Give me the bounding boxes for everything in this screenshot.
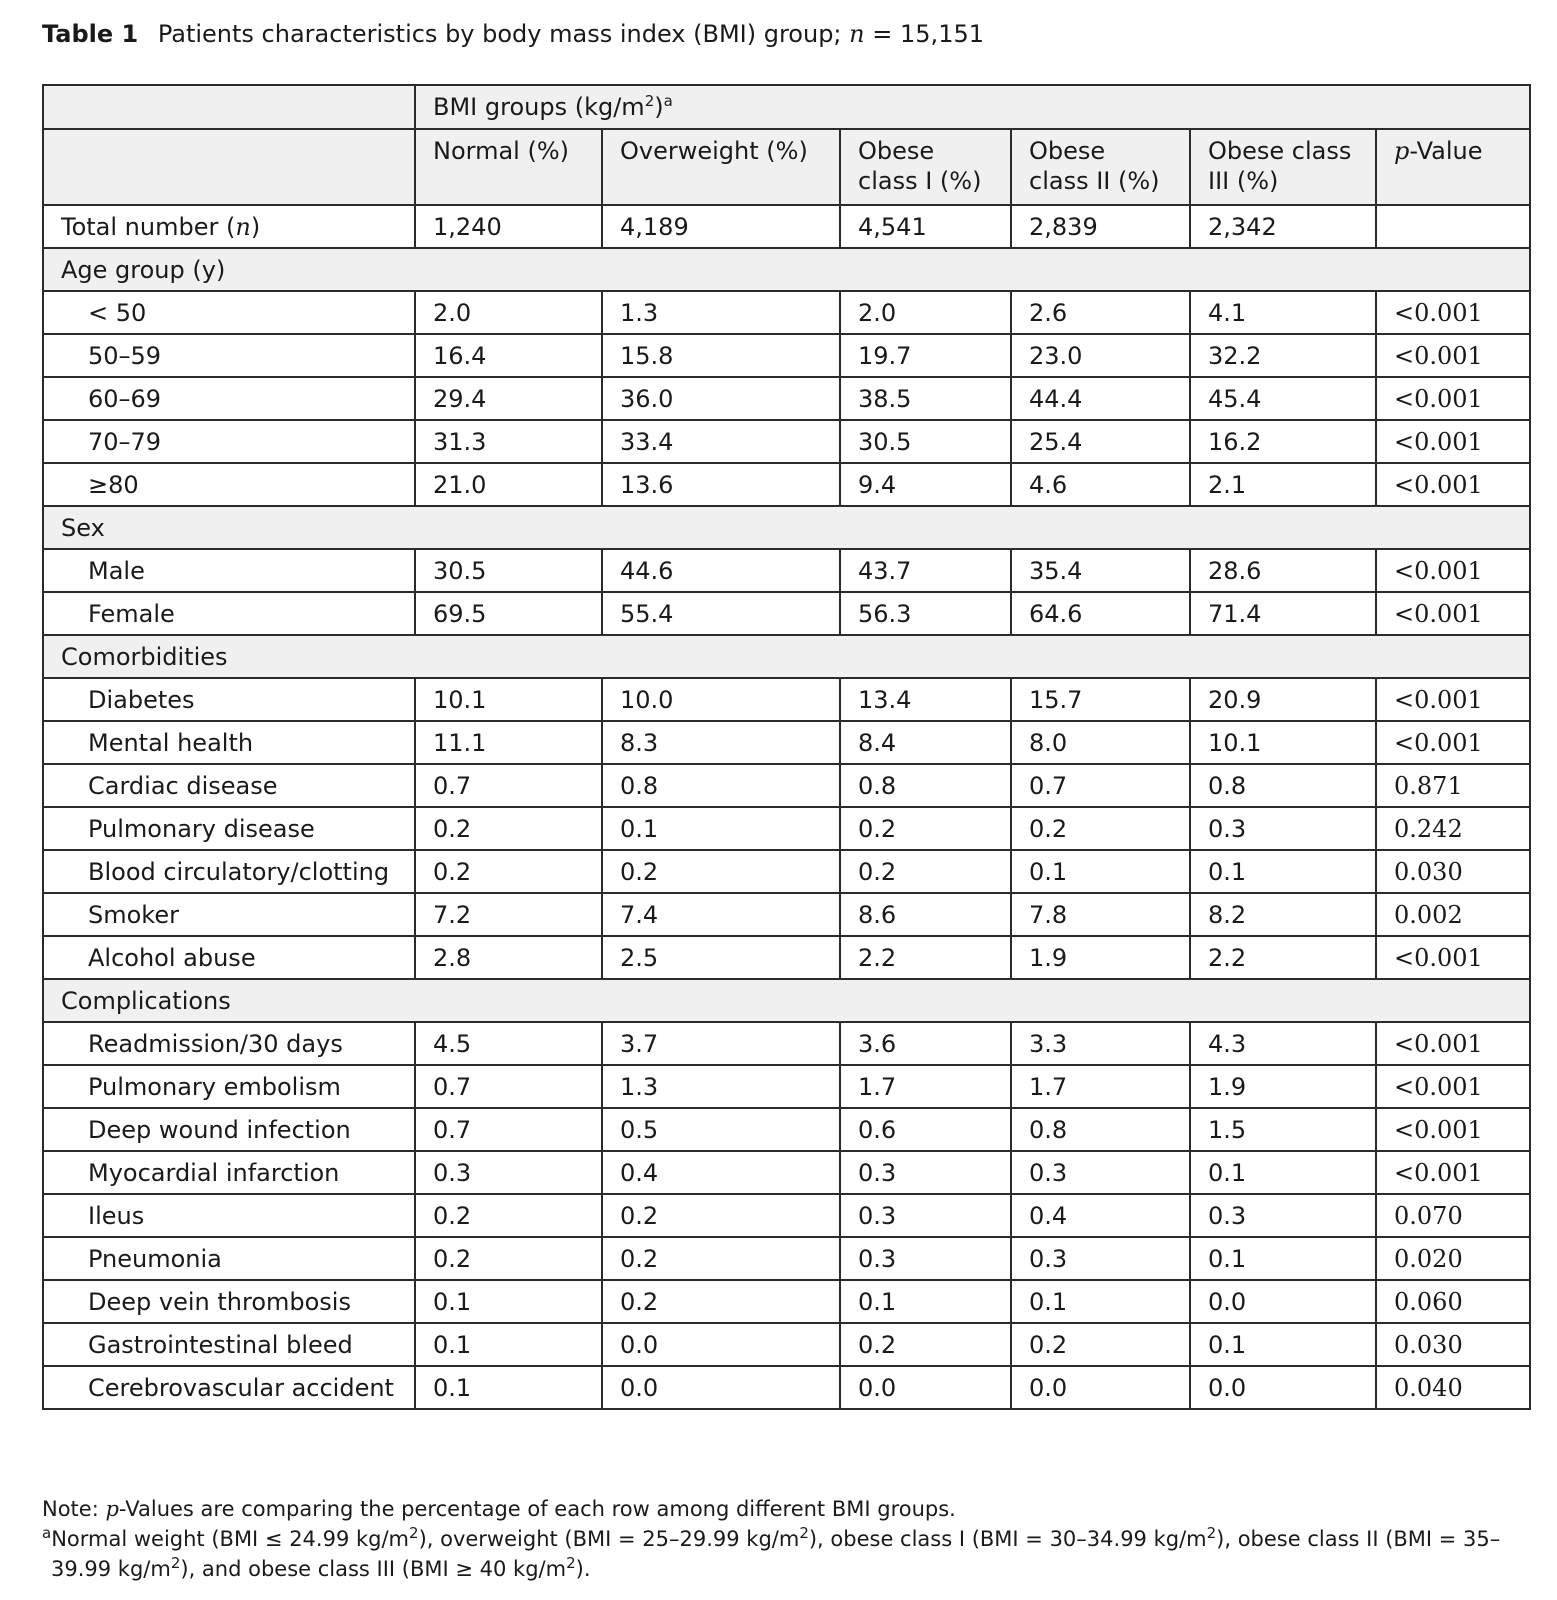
value-cell: 13.4: [840, 678, 1011, 721]
caption-text: Patients characteristics by body mass index (BMI) group;: [157, 20, 842, 48]
header-row-columns: [43, 129, 1530, 205]
value-cell: 69.5: [415, 592, 602, 635]
pvalue-cell: 0.002: [1376, 893, 1530, 936]
total-value: 2,342: [1190, 205, 1376, 248]
value-cell: 44.6: [602, 549, 840, 592]
table-row: [43, 764, 1530, 807]
value-cell: 31.3: [415, 420, 602, 463]
value-cell: 0.7: [415, 1108, 602, 1151]
section-title: Sex: [43, 506, 1530, 549]
value-cell: 0.0: [602, 1323, 840, 1366]
value-cell: 7.2: [415, 893, 602, 936]
caption-n-value: = 15,151: [872, 20, 984, 48]
row-label: Diabetes: [43, 678, 415, 721]
value-cell: 33.4: [602, 420, 840, 463]
value-cell: 43.7: [840, 549, 1011, 592]
value-cell: 45.4: [1190, 377, 1376, 420]
value-cell: 0.2: [1011, 1323, 1190, 1366]
value-cell: 0.1: [840, 1280, 1011, 1323]
value-cell: 32.2: [1190, 334, 1376, 377]
table-caption: [42, 20, 984, 48]
value-cell: 71.4: [1190, 592, 1376, 635]
table-row: [43, 1366, 1530, 1409]
value-cell: 0.4: [602, 1151, 840, 1194]
value-cell: 0.0: [602, 1366, 840, 1409]
value-cell: 0.5: [602, 1108, 840, 1151]
row-label: < 50: [43, 291, 415, 334]
pvalue-cell: <0.001: [1376, 377, 1530, 420]
table-row: [43, 678, 1530, 721]
value-cell: 0.3: [840, 1194, 1011, 1237]
caption-n-var: n: [849, 20, 865, 48]
value-cell: 55.4: [602, 592, 840, 635]
value-cell: 0.0: [1011, 1366, 1190, 1409]
value-cell: 1.9: [1011, 936, 1190, 979]
value-cell: 2.0: [840, 291, 1011, 334]
value-cell: 0.7: [415, 764, 602, 807]
pvalue-cell: 0.030: [1376, 1323, 1530, 1366]
value-cell: 44.4: [1011, 377, 1190, 420]
value-cell: 0.1: [1011, 1280, 1190, 1323]
value-cell: 8.3: [602, 721, 840, 764]
pvalue-cell: <0.001: [1376, 1022, 1530, 1065]
value-cell: 56.3: [840, 592, 1011, 635]
value-cell: 21.0: [415, 463, 602, 506]
value-cell: 0.1: [1190, 1151, 1376, 1194]
table-row: [43, 1022, 1530, 1065]
value-cell: 10.0: [602, 678, 840, 721]
value-cell: 0.0: [840, 1366, 1011, 1409]
value-cell: 0.8: [602, 764, 840, 807]
pvalue-cell: <0.001: [1376, 463, 1530, 506]
value-cell: 3.6: [840, 1022, 1011, 1065]
total-pvalue-empty: [1376, 205, 1530, 248]
value-cell: 10.1: [415, 678, 602, 721]
row-label: Female: [43, 592, 415, 635]
pvalue-cell: 0.020: [1376, 1237, 1530, 1280]
value-cell: 7.8: [1011, 893, 1190, 936]
value-cell: 2.6: [1011, 291, 1190, 334]
table-row: [43, 549, 1530, 592]
value-cell: 0.2: [415, 1237, 602, 1280]
value-cell: 13.6: [602, 463, 840, 506]
value-cell: 0.1: [1190, 1237, 1376, 1280]
value-cell: 0.1: [1011, 850, 1190, 893]
pvalue-cell: 0.871: [1376, 764, 1530, 807]
value-cell: 0.3: [840, 1237, 1011, 1280]
table-row: [43, 936, 1530, 979]
pvalue-cell: <0.001: [1376, 334, 1530, 377]
value-cell: 8.6: [840, 893, 1011, 936]
value-cell: 0.1: [415, 1280, 602, 1323]
value-cell: 29.4: [415, 377, 602, 420]
value-cell: 0.1: [415, 1323, 602, 1366]
value-cell: 4.3: [1190, 1022, 1376, 1065]
table-row: [43, 420, 1530, 463]
pvalue-cell: <0.001: [1376, 420, 1530, 463]
pvalue-cell: <0.001: [1376, 592, 1530, 635]
table-notes: [42, 1494, 1532, 1584]
value-cell: 4.6: [1011, 463, 1190, 506]
table-row: [43, 1237, 1530, 1280]
value-cell: 1.7: [1011, 1065, 1190, 1108]
value-cell: 19.7: [840, 334, 1011, 377]
total-value: 1,240: [415, 205, 602, 248]
table-row: [43, 1280, 1530, 1323]
value-cell: 0.8: [1190, 764, 1376, 807]
value-cell: 0.2: [602, 850, 840, 893]
value-cell: 0.2: [602, 1280, 840, 1323]
table-row: [43, 1323, 1530, 1366]
table-row: [43, 592, 1530, 635]
value-cell: 2.8: [415, 936, 602, 979]
row-label: Male: [43, 549, 415, 592]
value-cell: 3.7: [602, 1022, 840, 1065]
value-cell: 0.3: [840, 1151, 1011, 1194]
value-cell: 0.1: [1190, 850, 1376, 893]
col-header-overweight: Overweight (%): [602, 129, 840, 205]
value-cell: 0.2: [840, 1323, 1011, 1366]
value-cell: 4.1: [1190, 291, 1376, 334]
row-label: ≥80: [43, 463, 415, 506]
value-cell: 0.1: [602, 807, 840, 850]
value-cell: 1.3: [602, 291, 840, 334]
section-header-row: [43, 506, 1530, 549]
value-cell: 30.5: [415, 549, 602, 592]
total-label: Total number (n): [43, 205, 415, 248]
value-cell: 0.2: [840, 807, 1011, 850]
pvalue-cell: <0.001: [1376, 721, 1530, 764]
pvalue-cell: 0.060: [1376, 1280, 1530, 1323]
table-row: [43, 893, 1530, 936]
pvalue-cell: <0.001: [1376, 1065, 1530, 1108]
header-blank-cell: [43, 129, 415, 205]
value-cell: 1.5: [1190, 1108, 1376, 1151]
value-cell: 0.0: [1190, 1280, 1376, 1323]
value-cell: 0.6: [840, 1108, 1011, 1151]
pvalue-cell: <0.001: [1376, 549, 1530, 592]
table-row: [43, 291, 1530, 334]
value-cell: 30.5: [840, 420, 1011, 463]
value-cell: 15.7: [1011, 678, 1190, 721]
value-cell: 9.4: [840, 463, 1011, 506]
row-label: Pulmonary embolism: [43, 1065, 415, 1108]
col-header-normal: Normal (%): [415, 129, 602, 205]
row-label: 60–69: [43, 377, 415, 420]
value-cell: 25.4: [1011, 420, 1190, 463]
bmi-characteristics-table: [42, 84, 1531, 1410]
value-cell: 2.1: [1190, 463, 1376, 506]
table-row: [43, 807, 1530, 850]
value-cell: 0.3: [1011, 1151, 1190, 1194]
value-cell: 0.3: [1190, 1194, 1376, 1237]
row-label: Blood circulatory/clotting: [43, 850, 415, 893]
value-cell: 0.7: [1011, 764, 1190, 807]
footnote-a: $^a$Normal weight (BMI ≤ 24.99 $kg/m^2$), overweight (BMI = 25–29.99 $kg/m^2$), obese class I (BMI = 30–34.99 $kg/m^2$), obese class II (BMI = 35–39.99 $kg/m^2$), and obese class III (BMI ≥ 40 $kg/m^2$).: [42, 1524, 1501, 1581]
value-cell: 11.1: [415, 721, 602, 764]
value-cell: 28.6: [1190, 549, 1376, 592]
value-cell: 64.6: [1011, 592, 1190, 635]
row-label: Readmission/30 days: [43, 1022, 415, 1065]
table-row: [43, 377, 1530, 420]
table-row: [43, 721, 1530, 764]
row-label: Gastrointestinal bleed: [43, 1323, 415, 1366]
value-cell: 0.2: [602, 1237, 840, 1280]
table-row: [43, 1108, 1530, 1151]
col-header-pvalue: p-Value: [1376, 129, 1530, 205]
value-cell: 15.8: [602, 334, 840, 377]
value-cell: 0.0: [1190, 1366, 1376, 1409]
value-cell: 0.2: [840, 850, 1011, 893]
pvalue-cell: 0.070: [1376, 1194, 1530, 1237]
table-row: [43, 1151, 1530, 1194]
value-cell: 16.4: [415, 334, 602, 377]
section-title: Complications: [43, 979, 1530, 1022]
row-label: Alcohol abuse: [43, 936, 415, 979]
total-value: 4,189: [602, 205, 840, 248]
value-cell: 36.0: [602, 377, 840, 420]
row-label: Deep vein thrombosis: [43, 1280, 415, 1323]
pvalue-cell: <0.001: [1376, 678, 1530, 721]
value-cell: 2.2: [1190, 936, 1376, 979]
value-cell: 0.3: [1190, 807, 1376, 850]
value-cell: 8.2: [1190, 893, 1376, 936]
table-row: [43, 1065, 1530, 1108]
total-value: 4,541: [840, 205, 1011, 248]
table-row: [43, 334, 1530, 377]
row-label: 50–59: [43, 334, 415, 377]
value-cell: 4.5: [415, 1022, 602, 1065]
value-cell: 8.4: [840, 721, 1011, 764]
row-label: Cardiac disease: [43, 764, 415, 807]
value-cell: 0.3: [415, 1151, 602, 1194]
pvalue-cell: 0.040: [1376, 1366, 1530, 1409]
pvalue-cell: <0.001: [1376, 291, 1530, 334]
pvalue-cell: <0.001: [1376, 936, 1530, 979]
section-header-row: [43, 248, 1530, 291]
value-cell: 0.2: [1011, 807, 1190, 850]
total-row: [43, 205, 1530, 248]
value-cell: 0.1: [415, 1366, 602, 1409]
value-cell: 0.2: [415, 1194, 602, 1237]
value-cell: 0.4: [1011, 1194, 1190, 1237]
section-title: Comorbidities: [43, 635, 1530, 678]
header-corner-cell: [43, 85, 415, 129]
value-cell: 38.5: [840, 377, 1011, 420]
row-label: Smoker: [43, 893, 415, 936]
table-row: [43, 463, 1530, 506]
table-label: Table 1: [42, 20, 139, 48]
value-cell: 2.0: [415, 291, 602, 334]
value-cell: 0.8: [840, 764, 1011, 807]
value-cell: 0.2: [415, 850, 602, 893]
value-cell: 0.8: [1011, 1108, 1190, 1151]
col-header-obese-1: Obese class I (%): [840, 129, 1011, 205]
total-value: 2,839: [1011, 205, 1190, 248]
col-header-obese-2: Obese class II (%): [1011, 129, 1190, 205]
col-header-obese-3: Obese class III (%): [1190, 129, 1376, 205]
section-header-row: [43, 979, 1530, 1022]
value-cell: 0.2: [415, 807, 602, 850]
pvalue-cell: <0.001: [1376, 1151, 1530, 1194]
row-label: Deep wound infection: [43, 1108, 415, 1151]
table-row: [43, 850, 1530, 893]
value-cell: 16.2: [1190, 420, 1376, 463]
value-cell: 8.0: [1011, 721, 1190, 764]
value-cell: 1.7: [840, 1065, 1011, 1108]
row-label: Ileus: [43, 1194, 415, 1237]
header-row-group: [43, 85, 1530, 129]
pvalue-cell: 0.242: [1376, 807, 1530, 850]
row-label: Pneumonia: [43, 1237, 415, 1280]
value-cell: 2.2: [840, 936, 1011, 979]
row-label: Mental health: [43, 721, 415, 764]
pvalue-note: Note: p-Values are comparing the percentage of each row among different BMI groups.: [42, 1497, 956, 1521]
value-cell: 1.9: [1190, 1065, 1376, 1108]
value-cell: 20.9: [1190, 678, 1376, 721]
value-cell: 23.0: [1011, 334, 1190, 377]
value-cell: 3.3: [1011, 1022, 1190, 1065]
bmi-groups-header: BMI groups $(kg/m^2)^a$: [415, 85, 1530, 129]
pvalue-cell: <0.001: [1376, 1108, 1530, 1151]
value-cell: 0.7: [415, 1065, 602, 1108]
value-cell: 1.3: [602, 1065, 840, 1108]
row-label: 70–79: [43, 420, 415, 463]
value-cell: 0.3: [1011, 1237, 1190, 1280]
section-header-row: [43, 635, 1530, 678]
row-label: Cerebrovascular accident: [43, 1366, 415, 1409]
row-label: Myocardial infarction: [43, 1151, 415, 1194]
row-label: Pulmonary disease: [43, 807, 415, 850]
value-cell: 35.4: [1011, 549, 1190, 592]
pvalue-cell: 0.030: [1376, 850, 1530, 893]
table-row: [43, 1194, 1530, 1237]
value-cell: 10.1: [1190, 721, 1376, 764]
section-title: Age group (y): [43, 248, 1530, 291]
value-cell: 2.5: [602, 936, 840, 979]
value-cell: 7.4: [602, 893, 840, 936]
value-cell: 0.2: [602, 1194, 840, 1237]
value-cell: 0.1: [1190, 1323, 1376, 1366]
